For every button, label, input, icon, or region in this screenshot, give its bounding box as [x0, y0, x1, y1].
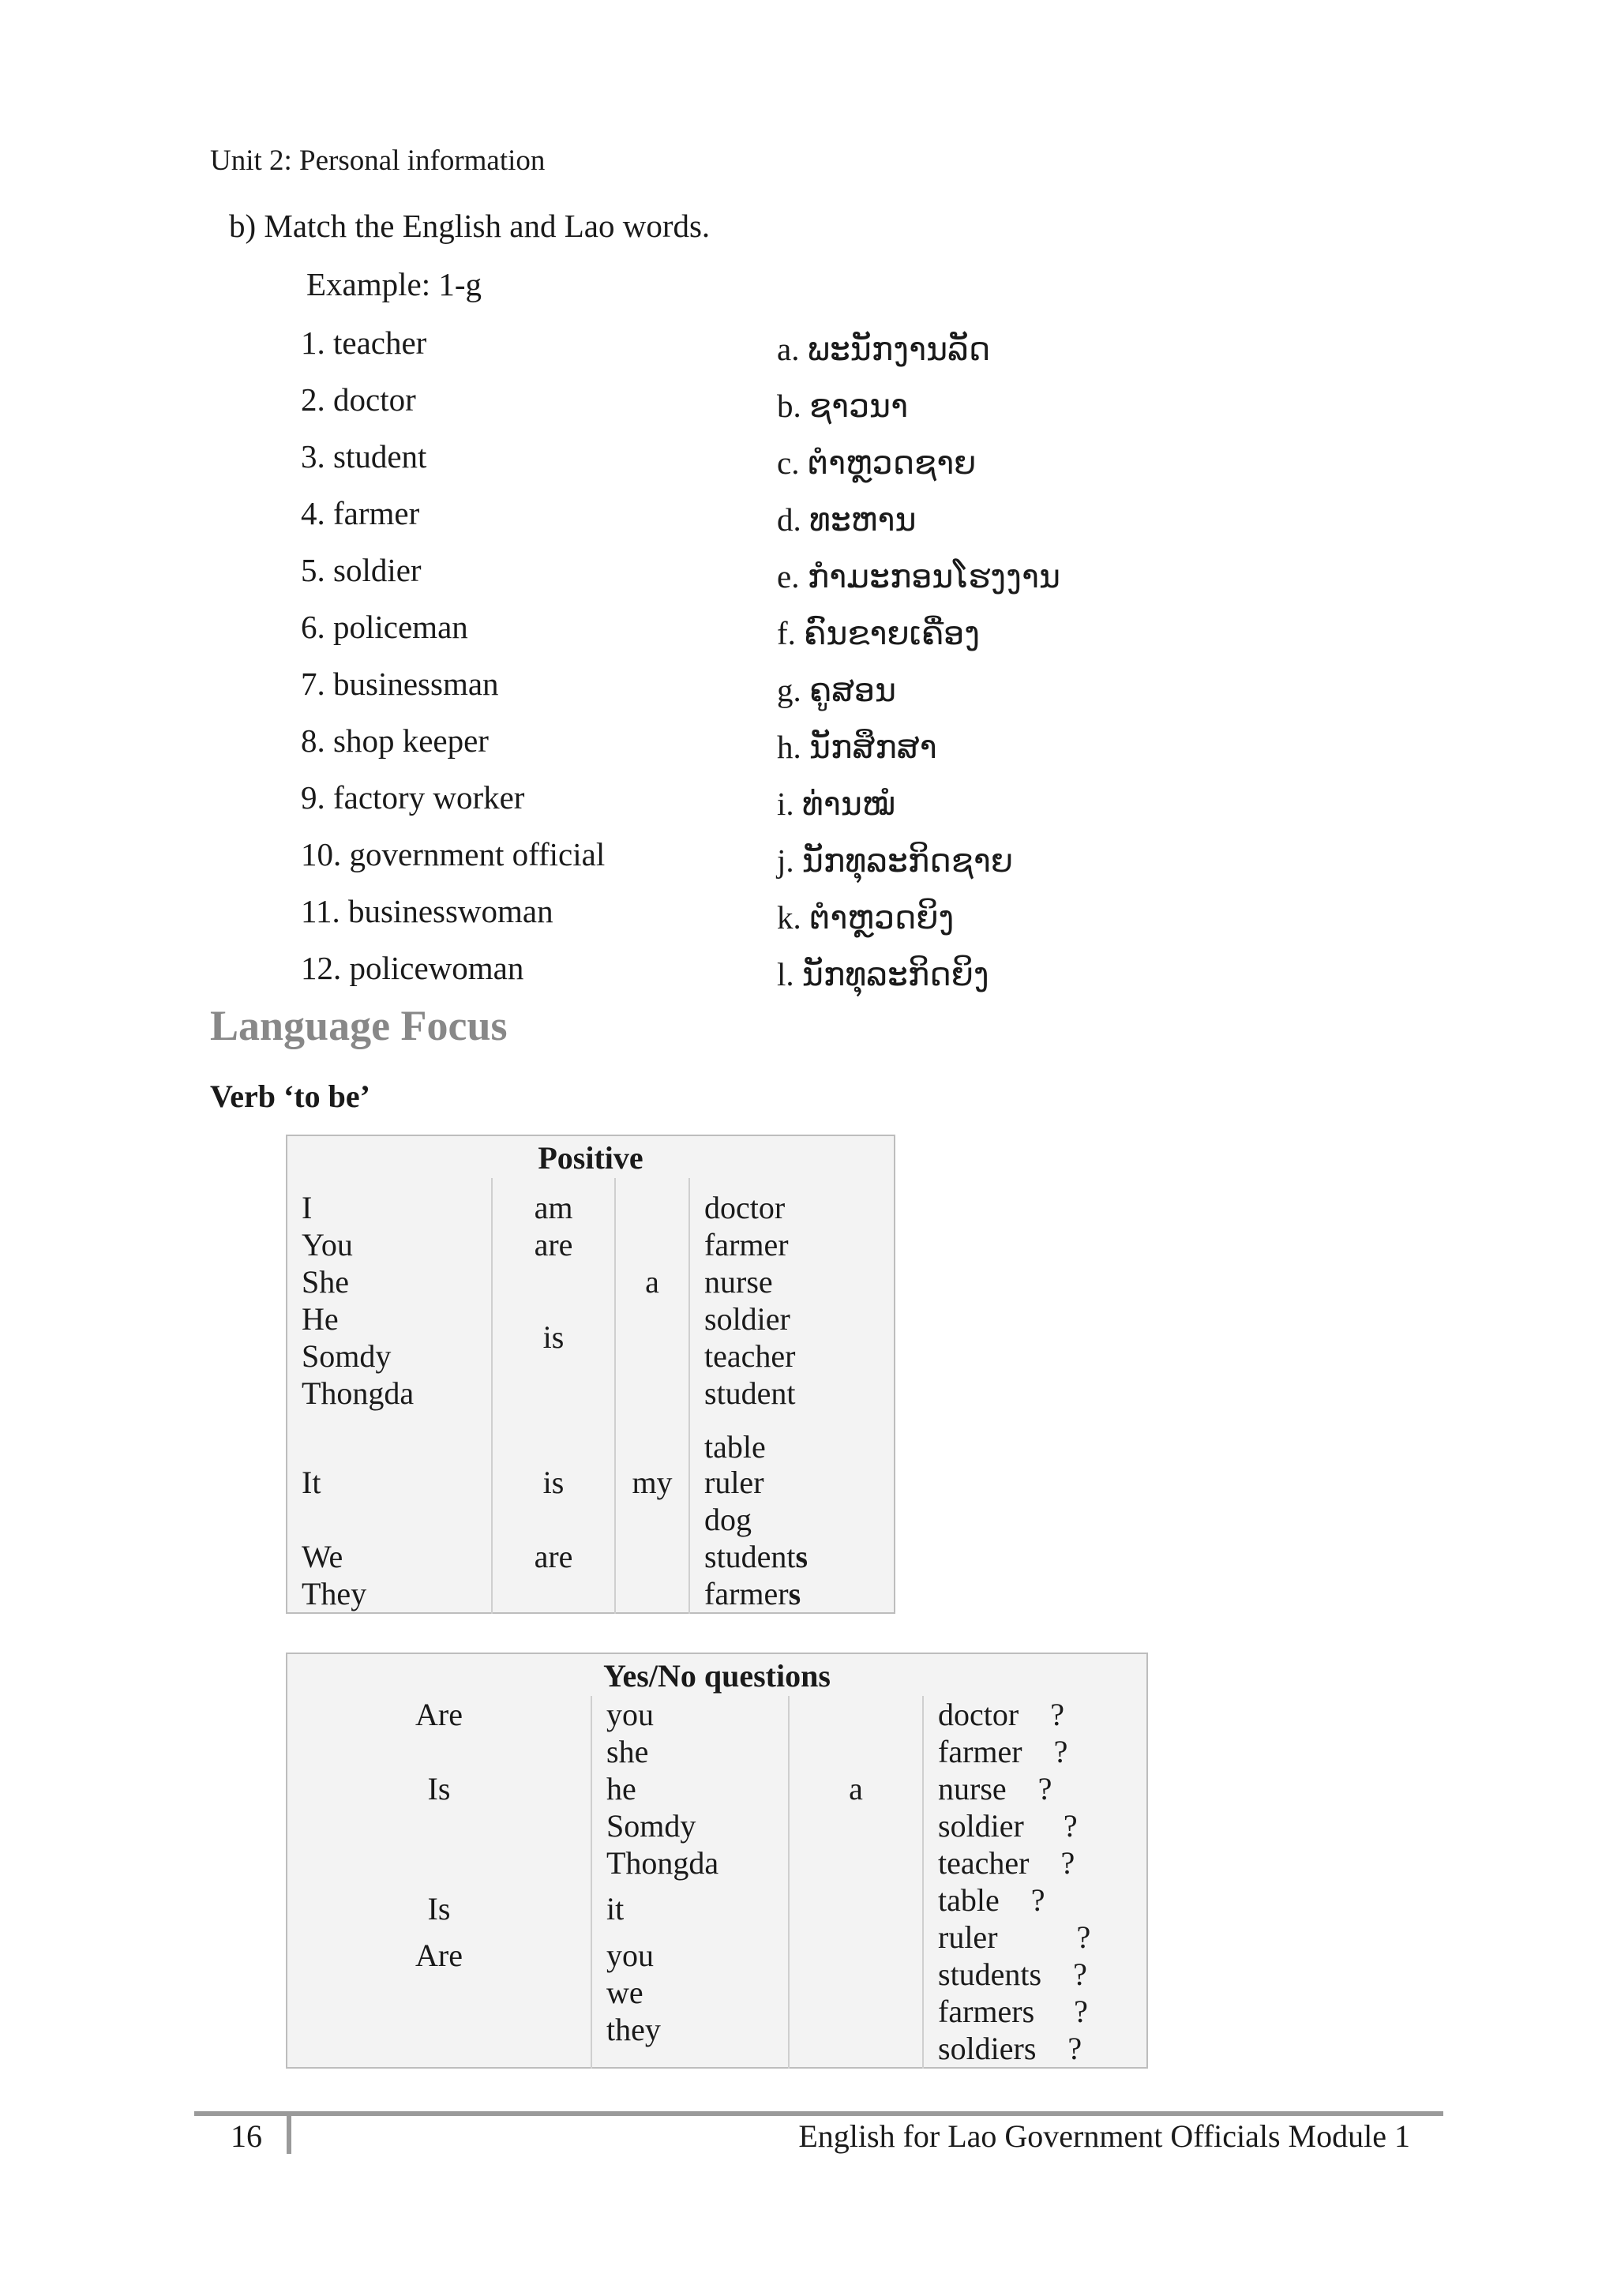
english-word: 5. soldier — [301, 552, 422, 588]
verb-cell: is — [542, 1319, 565, 1355]
lao-word: b. ຊາວນາ — [777, 388, 909, 424]
verb-cell — [287, 2011, 591, 2048]
verb-cell — [493, 1575, 614, 1612]
question-noun-column — [923, 1696, 1147, 2068]
subject-cell: it — [606, 1891, 625, 1926]
lao-word: f. ຄົນຂາຍເຄື່ອງ — [777, 615, 980, 651]
verb-cell — [493, 1356, 614, 1375]
article-cell — [790, 2030, 922, 2067]
article-cell — [616, 1501, 688, 1538]
verb-cell — [493, 1501, 614, 1538]
noun-cell: ruler — [704, 1465, 764, 1500]
subject-cell: Thongda — [302, 1375, 415, 1411]
question-table-title: Yes/No questions — [287, 1653, 1147, 1696]
lao-word: g. ຄູສອນ — [777, 672, 896, 708]
verb-cell — [493, 1375, 614, 1412]
noun-cell: table — [704, 1429, 766, 1465]
verb-cell — [287, 1733, 591, 1770]
subject-cell: Somdy — [606, 1808, 696, 1844]
subject-cell: she — [606, 1734, 649, 1769]
noun-cell: ruler ? — [938, 1919, 1091, 1955]
subject-cell: Somdy — [302, 1338, 392, 1374]
noun-cell: nurse — [704, 1264, 773, 1300]
article-cell — [616, 1226, 688, 1263]
verb-cell: are — [534, 1227, 573, 1262]
english-word: 10. government official — [301, 836, 606, 872]
english-word: 4. farmer — [301, 495, 420, 531]
positive-table-title: Positive — [287, 1135, 895, 1178]
article-cell — [616, 1337, 688, 1375]
verb-cell — [287, 1844, 591, 1881]
noun-cell: doctor ? — [938, 1697, 1064, 1732]
article-cell: a — [849, 1771, 863, 1806]
article-cell — [790, 1807, 922, 1844]
article-cell — [616, 1375, 688, 1412]
noun-cell: soldier — [704, 1301, 790, 1337]
subject-cell: She — [302, 1264, 349, 1300]
subject-cell: They — [302, 1576, 367, 1611]
subject-column — [287, 1178, 492, 1613]
noun-cell: teacher ? — [938, 1845, 1075, 1881]
verb-cell — [493, 1263, 614, 1319]
noun-cell: dog — [704, 1502, 752, 1537]
verb-cell: Are — [415, 1938, 463, 1973]
noun-column — [689, 1178, 895, 1613]
article-cell — [616, 1575, 688, 1612]
footer-divider — [287, 2116, 291, 2154]
english-word: 1. teacher — [301, 325, 427, 361]
noun-cell: farmer — [704, 1227, 789, 1262]
subject-cell: we — [606, 1975, 643, 2010]
lao-word: e. ກຳມະກອນໂຮງງານ — [777, 558, 1060, 595]
question-table — [286, 1653, 1148, 2069]
noun-cell: doctor — [704, 1190, 786, 1225]
subject-cell: We — [302, 1539, 343, 1574]
noun-cell: farmers ? — [938, 1994, 1088, 2029]
noun-cell: students — [704, 1539, 808, 1574]
article-cell — [790, 1844, 922, 1881]
article-cell — [790, 1696, 922, 1733]
exercise-instruction: b) Match the English and Lao words. — [229, 208, 711, 244]
lao-word: j. ນັກທຸລະກິດຊາຍ — [777, 842, 1014, 879]
verb-cell — [493, 1412, 614, 1464]
lao-word: h. ນັກສຶກສາ — [777, 729, 937, 765]
subject-cell: I — [302, 1190, 313, 1225]
section-heading: Language Focus — [210, 1002, 508, 1049]
verb-cell — [287, 1807, 591, 1844]
noun-cell: farmer ? — [938, 1734, 1068, 1769]
verb-cell: Is — [427, 1891, 451, 1926]
verb-cell: is — [542, 1465, 565, 1500]
unit-header: Unit 2: Personal information — [210, 144, 546, 177]
article-cell — [790, 1881, 922, 1919]
english-word: 9. factory worker — [301, 779, 525, 816]
verb-cell: are — [534, 1539, 573, 1574]
subject-cell: It — [302, 1465, 321, 1500]
verb-cell: Are — [415, 1697, 463, 1732]
subject-cell: he — [606, 1771, 636, 1806]
footer-rule — [194, 2111, 1443, 2116]
article-cell — [616, 1538, 688, 1575]
noun-cell: soldier ? — [938, 1808, 1078, 1844]
article-cell — [616, 1412, 688, 1464]
article-cell: my — [632, 1465, 673, 1500]
article-cell — [790, 1993, 922, 2030]
article-cell — [790, 1956, 922, 1993]
positive-table — [286, 1135, 895, 1614]
question-article-column — [789, 1696, 923, 2068]
noun-cell: farmers — [704, 1576, 801, 1611]
subject-cell — [302, 1412, 491, 1464]
subject-cell — [302, 1501, 491, 1538]
noun-cell: table ? — [938, 1882, 1045, 1918]
article-cell: a — [645, 1264, 659, 1300]
verb-cell: Is — [427, 1771, 451, 1806]
noun-cell: teacher — [704, 1338, 796, 1374]
lao-word: i. ທ່ານໝໍ — [777, 786, 896, 822]
verb-cell — [287, 1974, 591, 2011]
english-word: 3. student — [301, 438, 427, 475]
noun-cell: nurse ? — [938, 1771, 1052, 1806]
subject-cell: you — [606, 1697, 654, 1732]
question-verb-column — [287, 1696, 591, 2068]
grammar-subheading: Verb ‘to be’ — [210, 1079, 370, 1114]
english-word: 11. businesswoman — [301, 893, 553, 929]
english-word: 6. policeman — [301, 609, 468, 645]
english-word: 7. businessman — [301, 666, 499, 702]
verb-cell: am — [534, 1190, 573, 1225]
subject-cell: you — [606, 1938, 654, 1973]
subject-cell: He — [302, 1301, 339, 1337]
noun-cell: student — [704, 1375, 796, 1411]
article-cell — [790, 1733, 922, 1770]
footer-title: English for Lao Government Officials Module 1 — [798, 2118, 1410, 2154]
lao-word: c. ຕຳຫຼວດຊາຍ — [777, 445, 977, 481]
english-word: 12. policewoman — [301, 950, 524, 986]
noun-cell: students ? — [938, 1956, 1087, 1992]
article-cell — [790, 1919, 922, 1956]
lao-word: a. ພະນັກງານລັດ — [777, 331, 991, 367]
question-subject-column — [591, 1696, 789, 2068]
article-column — [615, 1178, 689, 1613]
lao-word: l. ນັກທຸລະກິດຍິງ — [777, 956, 989, 992]
english-word: 2. doctor — [301, 381, 416, 418]
noun-cell: soldiers ? — [938, 2031, 1082, 2066]
subject-cell: they — [606, 2012, 661, 2047]
verb-column — [492, 1178, 615, 1613]
page-number: 16 — [231, 2118, 262, 2154]
subject-cell: Thongda — [606, 1845, 719, 1881]
article-cell — [616, 1300, 688, 1337]
article-cell — [616, 1189, 688, 1226]
exercise-example: Example: 1-g — [306, 266, 482, 302]
lao-word: k. ຕຳຫຼວດຍິງ — [777, 899, 955, 936]
english-word: 8. shop keeper — [301, 722, 489, 759]
lao-word: d. ທະຫານ — [777, 501, 917, 538]
subject-cell: You — [302, 1227, 353, 1262]
